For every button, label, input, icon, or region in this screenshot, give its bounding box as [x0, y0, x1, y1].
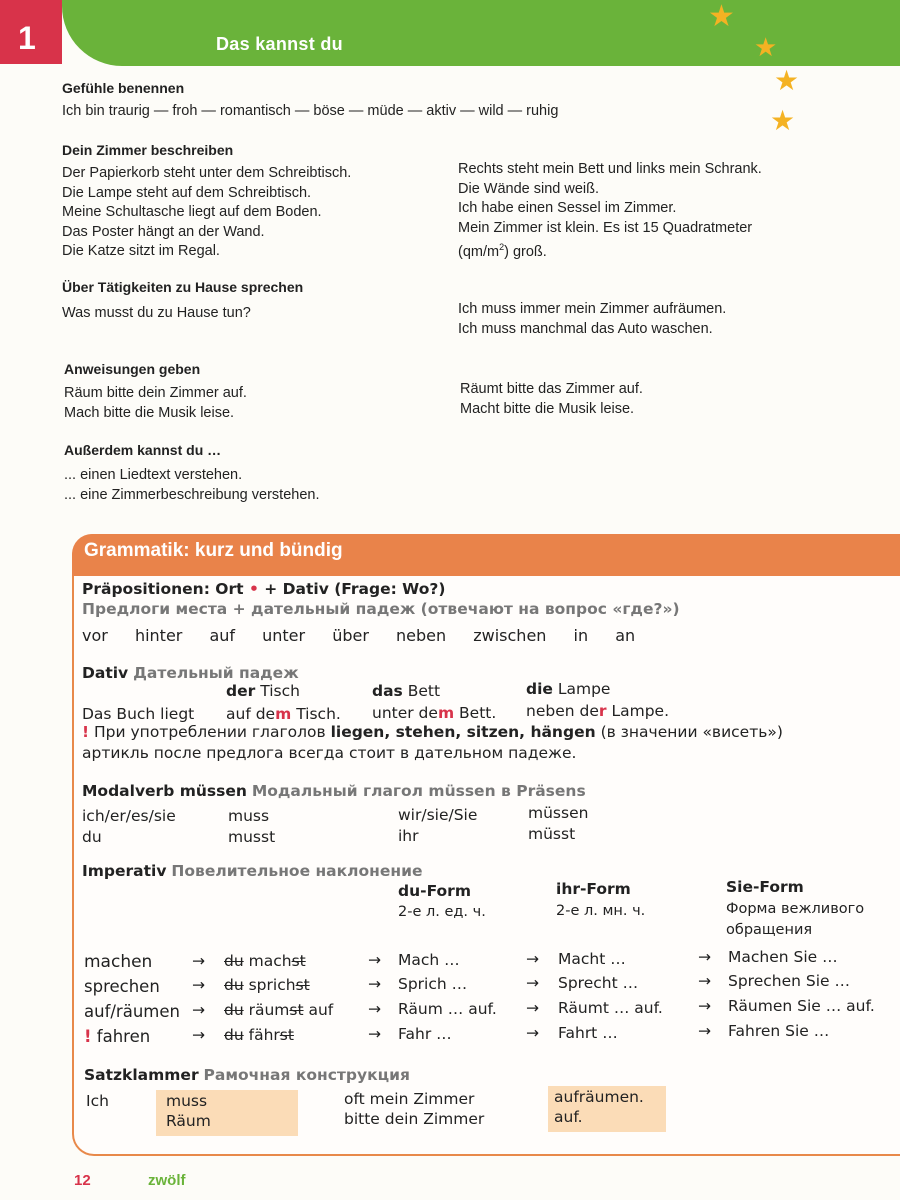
arrow-icon: →: [192, 952, 205, 970]
satz-verb-2: Räum: [166, 1112, 211, 1130]
arrow-icon: →: [526, 974, 539, 992]
satz-middle-2: bitte dein Zimmer: [344, 1110, 485, 1128]
dativ-note-1: ! При употреблении глаголов liegen, stehen, sitzen, hängen (в значении «висеть»): [82, 723, 783, 741]
grammar-title: Grammatik: kurz und bündig: [84, 540, 343, 561]
commands-right: Räumt bitte das Zimmer auf. Macht bitte die Musik leise.: [460, 381, 643, 417]
arrow-icon: →: [698, 948, 711, 966]
section-heading-extra: Außerdem kannst du …: [64, 442, 222, 458]
chores-question: Was musst du zu Hause tun?: [62, 305, 251, 321]
star-icon: ★: [708, 0, 735, 33]
dativ-die-lampe: die Lampe: [526, 680, 611, 698]
dativ-example-2: unter dem Bett.: [372, 704, 497, 722]
arrow-icon: →: [192, 976, 205, 994]
modal-form-2: müssen: [528, 804, 589, 822]
imperativ-du-form: du machst: [224, 952, 306, 970]
extra-lines: ... einen Liedtext verstehen. ... eine Zimmerbeschreibung verstehen.: [64, 467, 320, 503]
page-title: Das kannst du: [216, 34, 343, 54]
imperativ-f1: Mach …: [398, 951, 460, 969]
arrow-icon: →: [192, 1026, 205, 1044]
arrow-icon: →: [368, 951, 381, 969]
imperativ-du-form: du fährst: [224, 1026, 294, 1044]
imperativ-f2: Fahrt …: [558, 1024, 618, 1042]
satz-end-1: aufräumen.: [554, 1088, 644, 1106]
satz-end-2: auf.: [554, 1108, 583, 1126]
star-icon: ★: [754, 32, 778, 62]
commands-left: Räum bitte dein Zimmer auf. Mach bitte die Musik leise.: [64, 385, 247, 421]
satz-middle-1: oft mein Zimmer: [344, 1090, 475, 1108]
imperativ-col-ihr: ihr-Form: [556, 880, 631, 898]
satz-verb-1: muss: [166, 1092, 208, 1110]
dativ-heading: Dativ Дательный падеж: [82, 664, 299, 682]
page-number-word: zwölf: [148, 1172, 186, 1189]
modal-pronoun-4: ihr: [398, 827, 419, 845]
imperativ-heading: Imperativ Повелительное наклонение: [82, 862, 423, 880]
dativ-der-tisch: der Tisch: [226, 682, 300, 700]
imperativ-f1: Räum … auf.: [398, 1000, 497, 1018]
section-heading-feelings: Gefühle benennen: [62, 80, 185, 96]
imperativ-du-form: du sprichst: [224, 976, 310, 994]
dativ-das-bett: das Bett: [372, 682, 441, 700]
arrow-icon: →: [368, 975, 381, 993]
chapter-number: 1: [18, 20, 36, 56]
imperativ-col-sie: Sie-Form: [726, 878, 804, 896]
imperativ-f1: Sprich …: [398, 975, 468, 993]
imperativ-f1: Fahr …: [398, 1025, 452, 1043]
imperativ-col-sie-sub2: обращения: [726, 922, 813, 938]
modal-form-3: musst: [228, 828, 276, 846]
dativ-note-2: артикль после предлога всегда стоит в дательном падеже.: [82, 744, 577, 762]
imperativ-f2: Sprecht …: [558, 974, 639, 992]
dativ-example-3: neben der Lampe.: [526, 702, 670, 720]
room-left-text: Der Papierkorb steht unter dem Schreibtisch. Die Lampe steht auf dem Schreibtisch. Meine Schultasche liegt auf dem Boden. Das Poster hängt an der Wand. Die Katze sitzt im Regal.: [62, 165, 352, 259]
prep-ru: Предлоги места + дательный падеж (отвечают на вопрос «где?»): [82, 600, 680, 618]
star-icon: ★: [774, 65, 800, 96]
dativ-example-subject: Das Buch liegt: [82, 705, 195, 723]
arrow-icon: →: [192, 1001, 205, 1019]
prep-words: vor hinter auf unter über neben zwischen in an: [82, 626, 636, 645]
modal-pronoun-3: du: [82, 828, 102, 846]
satz-subject: Ich: [86, 1092, 109, 1110]
modal-heading: Modalverb müssen Модальный глагол müssen в Präsens: [82, 782, 586, 800]
imperativ-f3: Machen Sie …: [728, 948, 838, 966]
arrow-icon: →: [526, 1024, 539, 1042]
imperativ-col-sie-sub1: Форма вежливого: [726, 901, 865, 917]
arrow-icon: →: [526, 999, 539, 1017]
star-icon: ★: [770, 105, 796, 136]
chores-answers: Ich muss immer mein Zimmer aufräumen. Ich muss manchmal das Auto waschen.: [458, 301, 727, 337]
imperativ-f2: Räumt … auf.: [558, 999, 663, 1017]
arrow-icon: →: [698, 997, 711, 1015]
modal-form-4: müsst: [528, 825, 576, 843]
feelings-text: Ich bin traurig — froh — romantisch — böse — müde — aktiv — wild — ruhig: [62, 103, 559, 119]
satz-heading: Satzklammer Рамочная конструкция: [84, 1066, 410, 1084]
imperativ-col-du: du-Form: [398, 882, 471, 900]
section-heading-room: Dein Zimmer beschreiben: [62, 142, 234, 158]
prep-heading: Präpositionen: Ort • + Dativ (Frage: Wo?): [82, 580, 446, 598]
imperativ-f3: Fahren Sie …: [728, 1022, 830, 1040]
modal-pronoun-1: ich/er/es/sie: [82, 807, 176, 825]
imperativ-f3: Räumen Sie … auf.: [728, 997, 875, 1015]
arrow-icon: →: [698, 1022, 711, 1040]
arrow-icon: →: [526, 950, 539, 968]
section-heading-commands: Anweisungen geben: [64, 361, 201, 377]
imperativ-col-ihr-sub: 2-е л. мн. ч.: [556, 903, 646, 919]
imperativ-f3: Sprechen Sie …: [728, 972, 850, 990]
dativ-example-1: auf dem Tisch.: [226, 705, 341, 723]
modal-form-1: muss: [228, 807, 270, 825]
room-right-text: Rechts steht mein Bett und links mein Schrank. Die Wände sind weiß. Ich habe einen Sessel im Zimmer. Mein Zimmer ist klein. Es ist 15 Quadratmeter $(qm/m^2)$ groß.: [458, 161, 762, 260]
arrow-icon: →: [368, 1000, 381, 1018]
page-number: 12: [74, 1172, 91, 1189]
arrow-icon: →: [368, 1025, 381, 1043]
imperativ-du-form: du räumst auf: [224, 1001, 334, 1019]
imperativ-f2: Macht …: [558, 950, 626, 968]
arrow-icon: →: [698, 972, 711, 990]
modal-pronoun-2: wir/sie/Sie: [398, 806, 478, 824]
section-heading-chores: Über Tätigkeiten zu Hause sprechen: [62, 279, 304, 295]
imperativ-col-du-sub: 2-е л. ед. ч.: [398, 904, 486, 920]
